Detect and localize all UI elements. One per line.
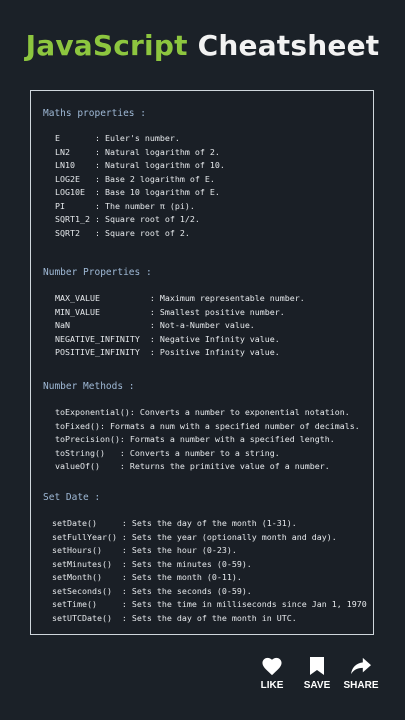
set-date-row: setMonth() : Sets the month (0-11). [52, 572, 242, 582]
number-property-row: MIN_VALUE : Smallest positive number. [55, 306, 285, 317]
number-method-row: toPrecision(): Formats a number with a specified length. [55, 434, 335, 444]
title-javascript: JavaScript [25, 29, 188, 62]
save-label: SAVE [303, 680, 331, 691]
number-method-row: valueOf() : Returns the primitive value of a number. [55, 461, 330, 471]
number-method-row: toExponential(): Converts a number to exponential notation. [55, 407, 350, 417]
like-label: LIKE [260, 680, 284, 691]
maths-row: PI : The number π (pi). [55, 200, 195, 211]
action-bar [255, 656, 395, 696]
like-button[interactable] [252, 656, 292, 691]
number-method-row: toFixed(): Formats a num with a specified number of decimals. [55, 420, 360, 431]
set-date-row: setTime() : Sets the time in milliseconds since Jan 1, 1970 [52, 599, 367, 609]
cheatsheet-panel [30, 90, 374, 635]
maths-row: LN10 : Natural logarithm of 10. [55, 160, 225, 170]
maths-row: LOG10E : Base 10 logarithm of E. [55, 187, 220, 197]
share-arrow-icon [350, 656, 372, 676]
set-date-row: setHours() : Sets the hour (0-23). [52, 545, 237, 555]
bookmark-icon [309, 656, 325, 676]
number-property-row: MAX_VALUE : Maximum representable number. [55, 293, 305, 303]
number-properties-heading: Number Properties : [43, 267, 152, 278]
set-date-row: setSeconds() : Sets the seconds (0-59). [52, 585, 252, 596]
maths-row: LN2 : Natural logarithm of 2. [55, 146, 220, 157]
number-property-row: NaN : Not-a-Number value. [55, 320, 255, 330]
set-date-heading: Set Date : [43, 492, 101, 503]
number-methods-heading: Number Methods : [43, 381, 135, 392]
set-date-row: setDate() : Sets the day of the month (1-31). [52, 518, 297, 528]
number-method-row: toString() : Converts a number to a string. [55, 447, 280, 458]
maths-heading: Maths properties : [43, 108, 146, 119]
set-date-row: setMinutes() : Sets the minutes (0-59). [52, 558, 252, 569]
set-date-row: setUTCDate() : Sets the day of the month in UTC. [52, 612, 297, 623]
set-date-row: setFullYear() : Sets the year (optionally month and day). [52, 531, 337, 542]
save-button[interactable] [297, 656, 337, 691]
number-property-row: NEGATIVE_INFINITY : Negative Infinity value. [55, 333, 280, 344]
number-property-row: POSITIVE_INFINITY : Positive Infinity value. [55, 347, 280, 357]
maths-row: LOG2E : Base 2 logarithm of E. [55, 173, 215, 184]
maths-row: SQRT1_2 : Square root of 1/2. [55, 214, 200, 224]
title-cheatsheet: Cheatsheet [197, 29, 380, 62]
heart-icon [261, 656, 283, 676]
maths-row: E : Euler's number. [55, 133, 180, 143]
page-title [0, 28, 405, 64]
share-label: SHARE [343, 680, 379, 691]
maths-row: SQRT2 : Square root of 2. [55, 227, 190, 238]
share-button[interactable] [341, 656, 381, 691]
